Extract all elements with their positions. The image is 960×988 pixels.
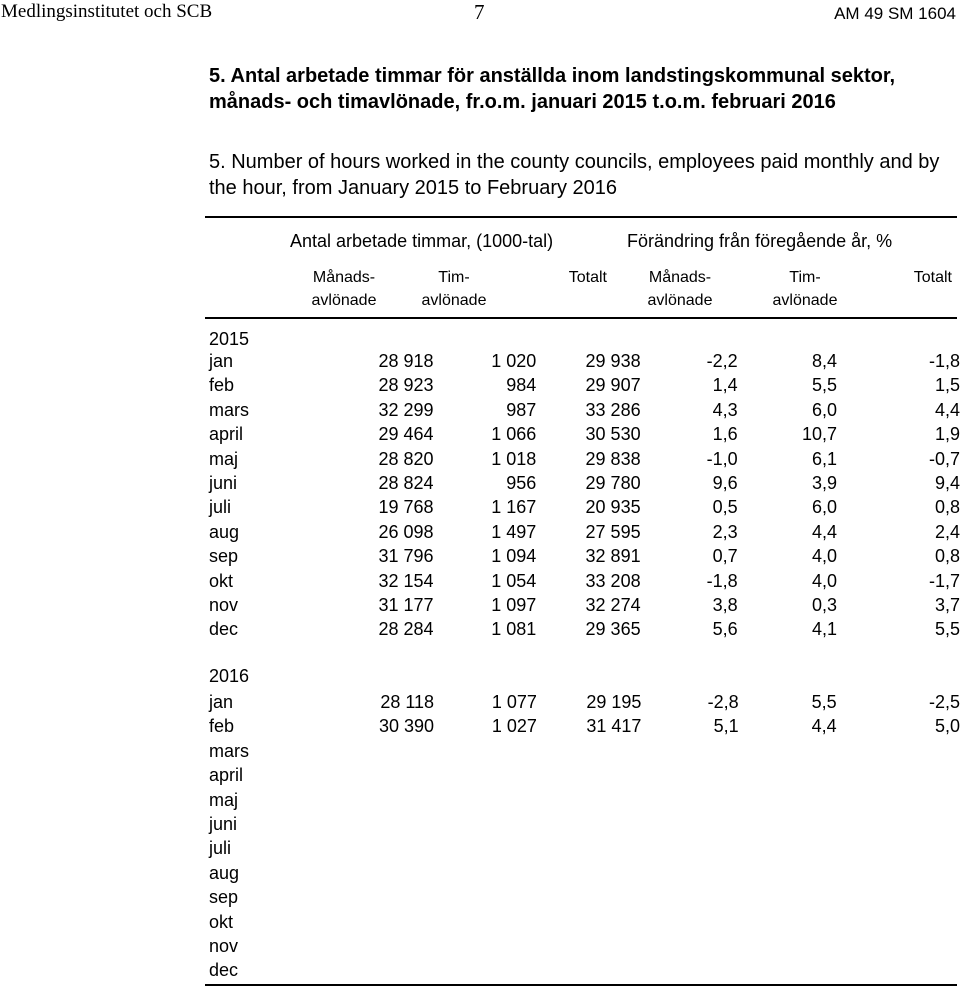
table-row — [209, 520, 960, 544]
table-cell: 29 838 — [585, 448, 641, 469]
table-cell — [837, 910, 960, 934]
table-cell: -1,7 — [928, 570, 960, 591]
column-header-hourly-hours — [409, 266, 499, 312]
table-cell: 29 938 — [585, 351, 641, 371]
month-label: maj — [209, 448, 239, 469]
table-top-rule — [205, 216, 957, 218]
month-label: jan — [209, 351, 234, 371]
table-cell — [537, 812, 642, 836]
table-cell: 0,3 — [811, 595, 838, 616]
table-cell: 32 299 — [378, 399, 434, 420]
table-row — [209, 422, 960, 446]
table-cell: 1,9 — [934, 424, 960, 445]
table-cell: 10,7 — [801, 424, 838, 445]
month-label: juni — [209, 473, 238, 494]
column-header-line: Månads- — [312, 269, 376, 286]
month-label: dec — [209, 619, 239, 640]
table-cell — [537, 910, 642, 934]
table-cell: 0,5 — [712, 497, 738, 518]
table-row — [209, 447, 960, 471]
table-cell: 19 768 — [378, 497, 434, 518]
month-label: dec — [209, 960, 239, 981]
column-header-monthly-hours — [299, 266, 389, 312]
table-cell: 2,4 — [934, 521, 960, 542]
table-cell — [837, 861, 960, 885]
table-cell: 8,4 — [811, 351, 838, 371]
table-cell — [283, 836, 434, 860]
table-cell — [283, 934, 434, 958]
table-cell: 31 177 — [378, 595, 434, 616]
table-cell: 28 918 — [378, 351, 434, 371]
table-cell: -2,2 — [706, 351, 738, 371]
table-cell: 1 066 — [491, 424, 537, 445]
table-cell: 33 286 — [585, 399, 641, 420]
table-cell — [739, 885, 837, 909]
table-row — [209, 910, 960, 934]
month-label: mars — [209, 740, 249, 761]
table-cell: 1 097 — [491, 595, 537, 616]
table-cell — [434, 763, 537, 787]
table-cell — [434, 885, 537, 909]
table-cell — [641, 836, 738, 860]
table-cell: 29 907 — [585, 375, 641, 396]
table-cell — [434, 812, 537, 836]
column-group-hours: Antal arbetade timmar, (1000-tal) — [290, 231, 554, 251]
table-cell: 29 195 — [586, 692, 642, 712]
column-header-line: Totalt — [913, 269, 952, 286]
month-label: april — [209, 424, 244, 445]
column-header-line: avlönade — [647, 292, 713, 309]
month-label: aug — [209, 862, 240, 883]
table-cell: 4,4 — [811, 716, 837, 737]
table-cell — [537, 861, 642, 885]
month-label: juli — [209, 497, 232, 518]
column-header-line: Månads- — [648, 269, 712, 286]
table-cell: 4,4 — [934, 399, 960, 420]
table-cell: 29 464 — [378, 424, 434, 445]
month-label: sep — [209, 887, 239, 908]
table-row — [209, 471, 960, 495]
table-cell — [283, 812, 434, 836]
table-cell — [537, 934, 642, 958]
table-cell: 1 081 — [491, 619, 537, 640]
table-cell: 0,8 — [934, 546, 960, 567]
table-cell: 3,9 — [811, 473, 838, 494]
table-row — [209, 714, 960, 738]
month-label: april — [209, 765, 244, 786]
table-cell: 0,7 — [712, 546, 738, 567]
table-cell — [837, 836, 960, 860]
column-header-total-change — [885, 266, 952, 289]
table-cell: 33 208 — [585, 570, 641, 591]
table-row — [209, 739, 960, 763]
table-cell: 3,8 — [712, 595, 738, 616]
table-cell — [641, 739, 738, 763]
data-table-2015 — [209, 349, 960, 642]
table-row — [209, 885, 960, 909]
table-cell: -1,8 — [706, 570, 738, 591]
table-cell: 5,1 — [713, 716, 739, 737]
column-header-line: avlönade — [311, 292, 377, 309]
table-cell — [641, 934, 738, 958]
table-cell — [434, 788, 537, 812]
data-table-2016 — [209, 690, 960, 983]
column-group-change: Förändring från föregående år, % — [627, 231, 893, 251]
table-cell: 0,8 — [934, 497, 960, 518]
table-cell: 32 154 — [378, 570, 434, 591]
table-cell: 1 027 — [491, 716, 537, 737]
table-cell: 31 796 — [378, 546, 434, 567]
table-cell — [739, 763, 837, 787]
table-row — [209, 593, 960, 617]
table-cell: 20 935 — [585, 497, 641, 518]
table-cell — [537, 788, 642, 812]
month-label: feb — [209, 375, 235, 396]
table-cell — [537, 836, 642, 860]
table-cell: 1,4 — [712, 375, 738, 396]
month-label: nov — [209, 595, 239, 616]
table-cell — [739, 958, 837, 982]
table-cell — [837, 763, 960, 787]
month-label: juli — [209, 838, 232, 859]
column-header-monthly-change — [635, 266, 725, 312]
table-row — [209, 569, 960, 593]
month-label: jan — [209, 692, 234, 712]
table-cell — [283, 861, 434, 885]
table-cell — [641, 763, 738, 787]
column-header-line: avlönade — [772, 292, 838, 309]
table-row — [209, 690, 960, 714]
table-cell: 28 284 — [378, 619, 434, 640]
table-cell — [641, 812, 738, 836]
table-cell: 9,6 — [712, 473, 738, 494]
table-cell: 28 820 — [378, 448, 434, 469]
table-cell: -1,8 — [928, 351, 960, 371]
table-cell: 1 094 — [491, 546, 537, 567]
table-cell: 5,6 — [712, 619, 738, 640]
table-cell: 9,4 — [934, 473, 960, 494]
table-cell: 5,0 — [934, 716, 960, 737]
table-cell: 956 — [506, 473, 537, 494]
table-cell — [434, 739, 537, 763]
table-cell — [739, 934, 837, 958]
table-cell: 30 530 — [585, 424, 641, 445]
table-row — [209, 934, 960, 958]
table-cell — [434, 958, 537, 982]
table-cell — [739, 861, 837, 885]
table-cell — [283, 788, 434, 812]
table-cell: 1,6 — [712, 424, 738, 445]
table-cell: 5,5 — [811, 375, 838, 396]
table-cell: 4,1 — [811, 619, 838, 640]
table-cell: -2,8 — [707, 692, 739, 712]
table-row — [209, 788, 960, 812]
month-label: aug — [209, 521, 240, 542]
table-row — [209, 495, 960, 519]
table-cell — [739, 836, 837, 860]
column-header-hourly-change — [760, 266, 850, 312]
table-cell: 2,3 — [712, 521, 738, 542]
table-cell — [283, 910, 434, 934]
table-cell — [537, 763, 642, 787]
table-cell: 1 018 — [491, 448, 537, 469]
year-label-2015: 2015 — [209, 329, 250, 349]
table-cell: 984 — [506, 375, 537, 396]
table-cell: 29 780 — [585, 473, 641, 494]
table-cell — [739, 910, 837, 934]
table-cell: 1 054 — [491, 570, 537, 591]
table-cell — [837, 788, 960, 812]
table-cell — [434, 934, 537, 958]
table-cell: 26 098 — [378, 521, 434, 542]
table-cell: 6,0 — [811, 399, 838, 420]
table-cell: 32 891 — [585, 546, 641, 567]
table-cell: 32 274 — [585, 595, 641, 616]
table-cell: 987 — [506, 399, 537, 420]
table-cell — [283, 739, 434, 763]
table-cell: 28 824 — [378, 473, 434, 494]
table-cell: 1 077 — [491, 692, 537, 712]
page-number: 7 — [474, 0, 485, 24]
header-publisher: Medlingsinstitutet och SCB — [1, 1, 213, 22]
table-cell: 27 595 — [585, 521, 641, 542]
table-cell: -1,0 — [706, 448, 738, 469]
table-cell — [283, 958, 434, 982]
month-label: mars — [209, 399, 249, 420]
table-cell — [641, 910, 738, 934]
table-cell — [837, 934, 960, 958]
table-row — [209, 812, 960, 836]
month-label: maj — [209, 789, 239, 810]
table-cell — [641, 958, 738, 982]
month-label: feb — [209, 716, 235, 737]
header-series-code: AM 49 SM 1604 — [834, 4, 956, 23]
table-cell — [837, 812, 960, 836]
table-cell — [739, 739, 837, 763]
table-row — [209, 349, 960, 373]
table-cell: 4,3 — [712, 399, 738, 420]
table-cell: 5,5 — [934, 619, 960, 640]
month-label: sep — [209, 546, 239, 567]
table-cell: 6,0 — [811, 497, 838, 518]
table-row — [209, 544, 960, 568]
table-cell — [837, 885, 960, 909]
table-cell: 3,7 — [934, 595, 960, 616]
table-row — [209, 763, 960, 787]
table-cell — [434, 910, 537, 934]
table-cell — [641, 885, 738, 909]
table-row — [209, 617, 960, 641]
table-cell — [837, 958, 960, 982]
table-title-swedish: 5. Antal arbetade timmar för anställda inom landstingskommunal sektor, månads- och timavlönade, fr.o.m. januari 2015 t.o.m. februari 2016 — [209, 65, 896, 113]
table-bottom-rule — [205, 984, 957, 986]
table-cell — [537, 958, 642, 982]
month-label: okt — [209, 570, 234, 591]
table-cell — [739, 812, 837, 836]
table-cell: 31 417 — [586, 716, 642, 737]
month-label: nov — [209, 936, 239, 957]
column-header-line: Tim- — [438, 269, 470, 286]
month-label: juni — [209, 814, 238, 835]
table-cell — [434, 836, 537, 860]
table-cell: 1 497 — [491, 521, 537, 542]
table-title-english: 5. Number of hours worked in the county councils, employees paid monthly and by the hour, from January 2015 to February 2016 — [209, 151, 940, 199]
table-cell: 4,4 — [811, 521, 838, 542]
table-cell: 1 020 — [491, 351, 537, 371]
table-cell: 4,0 — [811, 570, 838, 591]
column-header-line: avlönade — [421, 292, 487, 309]
table-row — [209, 861, 960, 885]
table-cell — [641, 788, 738, 812]
table-cell — [837, 739, 960, 763]
table-cell — [537, 739, 642, 763]
table-cell: 4,0 — [811, 546, 838, 567]
table-cell: 29 365 — [585, 619, 641, 640]
table-cell — [537, 885, 642, 909]
table-cell: 28 118 — [380, 692, 435, 712]
year-label-2016: 2016 — [209, 666, 250, 686]
table-cell: -0,7 — [928, 448, 960, 469]
table-cell — [283, 763, 434, 787]
table-cell: 1,5 — [934, 375, 960, 396]
table-cell: 1 167 — [491, 497, 537, 518]
table-cell: 30 390 — [378, 716, 435, 737]
table-row — [209, 398, 960, 422]
table-cell: 5,5 — [811, 692, 837, 712]
table-cell — [739, 788, 837, 812]
table-cell — [434, 861, 537, 885]
column-header-line: Tim- — [789, 269, 821, 286]
table-row — [209, 958, 960, 982]
column-header-total-hours — [540, 266, 607, 289]
table-cell: 28 923 — [378, 375, 434, 396]
table-cell — [641, 861, 738, 885]
table-cell: 6,1 — [811, 448, 838, 469]
table-cell: -2,5 — [928, 692, 960, 712]
header-bottom-rule — [205, 317, 957, 319]
month-label: okt — [209, 911, 234, 932]
table-cell — [283, 885, 434, 909]
table-row — [209, 373, 960, 397]
column-header-line: Totalt — [568, 269, 607, 286]
table-row — [209, 836, 960, 860]
